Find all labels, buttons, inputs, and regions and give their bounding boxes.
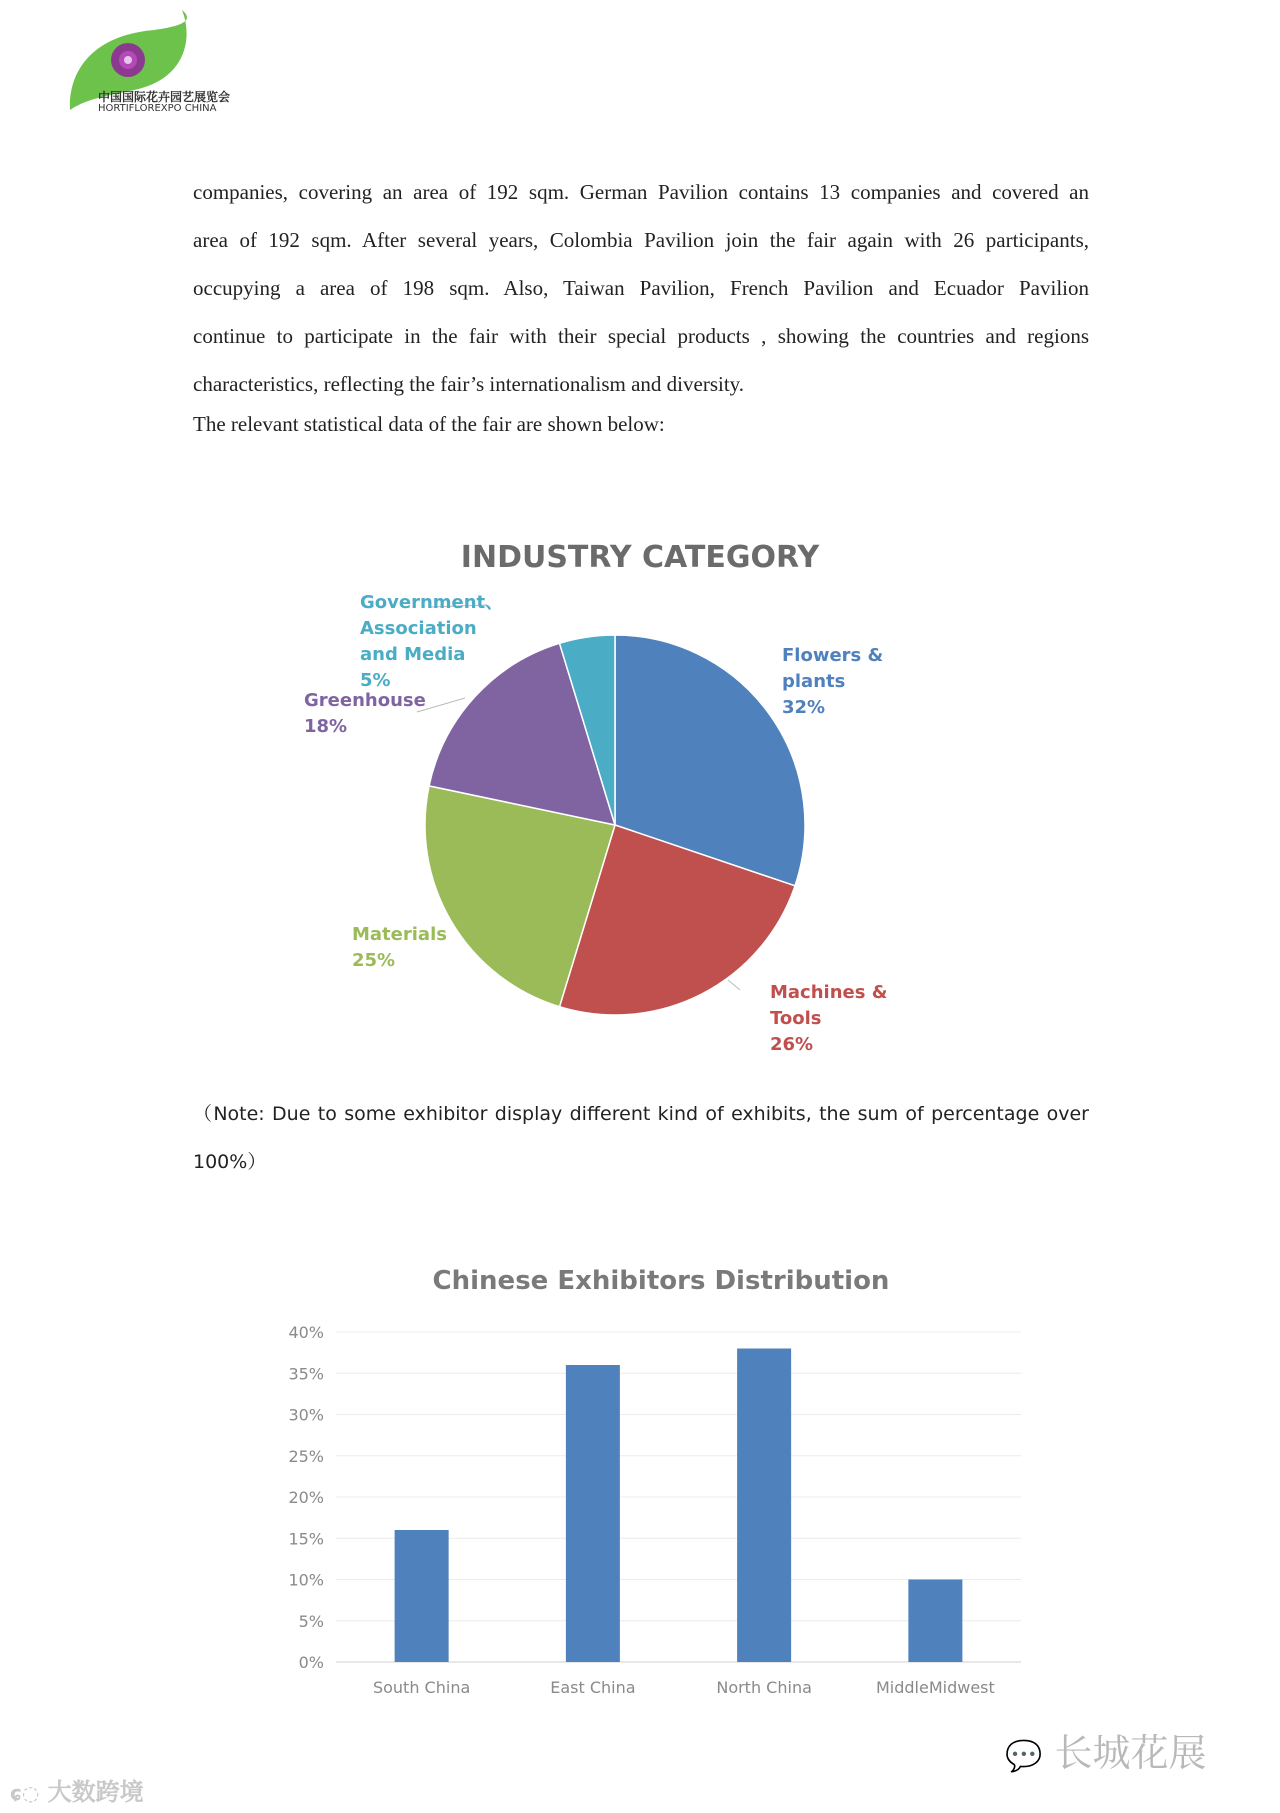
- logo-english-name: HORTIFLOREXPO CHINA: [98, 103, 217, 114]
- pie-leader-line: [728, 980, 740, 990]
- watermark-left: [10, 1772, 144, 1807]
- bar-y-tick-label: 15%: [288, 1529, 324, 1549]
- bar-x-tick-label: South China: [372, 1678, 471, 1697]
- pie-label-line: 18%: [304, 716, 348, 737]
- pie-label-greenhouse: [304, 688, 426, 740]
- paragraph-line: area of 192 sqm. After several years, Colombia Pavilion join the fair again with 26 participants,: [193, 228, 1089, 252]
- pie-label-line: plants: [782, 671, 846, 692]
- pie-label-line: Materials: [352, 924, 447, 945]
- body-paragraph: [193, 168, 1089, 408]
- industry-category-pie-chart: [250, 520, 990, 1060]
- paragraph-line: continue to participate in the fair with their special products , showing the countries and regions: [193, 324, 1089, 348]
- bar-x-tick-label: MiddleMidwest: [875, 1678, 995, 1697]
- pie-label-materials: [352, 922, 447, 974]
- watermark-right-text: 长城花展: [1054, 1731, 1207, 1775]
- pie-label-line: 26%: [770, 1034, 814, 1055]
- pie-label-machines-tools: [770, 980, 887, 1058]
- bar-y-tick-label: 10%: [288, 1570, 324, 1590]
- pie-label-line: Machines &: [770, 982, 888, 1003]
- bar-y-tick-label: 35%: [288, 1364, 324, 1384]
- pie-label-government-association-media: [360, 590, 503, 694]
- pie-label-line: 25%: [352, 950, 396, 971]
- watermark-right: [1005, 1722, 1206, 1777]
- bar-middlemidwest: [908, 1580, 962, 1663]
- wechat-logo-icon: 💬: [1005, 1739, 1043, 1774]
- bar-y-tick-label: 20%: [288, 1488, 324, 1507]
- percentage-note: [193, 1090, 1089, 1186]
- bar-y-tick-label: 25%: [288, 1446, 324, 1466]
- paragraph-line: occupying a area of 198 sqm. Also, Taiwan Pavilion, French Pavilion and Ecuador Pavilion: [193, 276, 1089, 300]
- bar-chart-title: Chinese Exhibitors Distribution: [432, 1266, 890, 1296]
- bar-y-tick-label: 5%: [298, 1611, 324, 1631]
- bar-east-china: [566, 1365, 620, 1662]
- bar-y-tick-label: 40%: [288, 1323, 324, 1342]
- pie-label-line: Greenhouse: [304, 690, 426, 711]
- note-line: （Note: Due to some exhibitor display different kind of exhibits, the sum of percentage over: [193, 1103, 1089, 1125]
- pie-label-line: and Media: [360, 644, 466, 665]
- pie-label-line: Government、: [360, 592, 504, 613]
- bar-north-china: [737, 1349, 791, 1663]
- pie-label-line: Tools: [770, 1008, 822, 1029]
- pie-label-line: Flowers &: [782, 645, 884, 666]
- pie-label-line: 32%: [782, 697, 826, 718]
- bar-x-tick-label: North China: [716, 1678, 812, 1697]
- chinese-exhibitors-bar-chart: [276, 1250, 1046, 1720]
- pie-label-line: 5%: [360, 670, 391, 691]
- pie-label-flowers-plants: [782, 643, 883, 721]
- note-line: 100%）: [193, 1151, 267, 1173]
- bar-south-china: [395, 1530, 449, 1662]
- bar-y-tick-label: 0%: [298, 1653, 324, 1672]
- bar-y-tick-label: 30%: [288, 1405, 324, 1425]
- pie-chart-title: INDUSTRY CATEGORY: [460, 540, 820, 575]
- intro-sentence: The relevant statistical data of the fair are shown below:: [193, 412, 665, 436]
- paragraph-line: companies, covering an area of 192 sqm. German Pavilion contains 13 companies and covered an: [193, 180, 1089, 204]
- paragraph-line: characteristics, reflecting the fair’s internationalism and diversity.: [193, 372, 745, 396]
- weibo-logo-icon: ɕ◌: [10, 1781, 40, 1805]
- bar-chart-canvas: [276, 1250, 1046, 1720]
- watermark-left-text: 大数跨境: [47, 1778, 144, 1806]
- logo-chinese-name: 中国国际花卉园艺展览会: [98, 90, 231, 104]
- bar-x-tick-label: East China: [550, 1678, 636, 1697]
- pie-label-line: Association: [360, 618, 477, 639]
